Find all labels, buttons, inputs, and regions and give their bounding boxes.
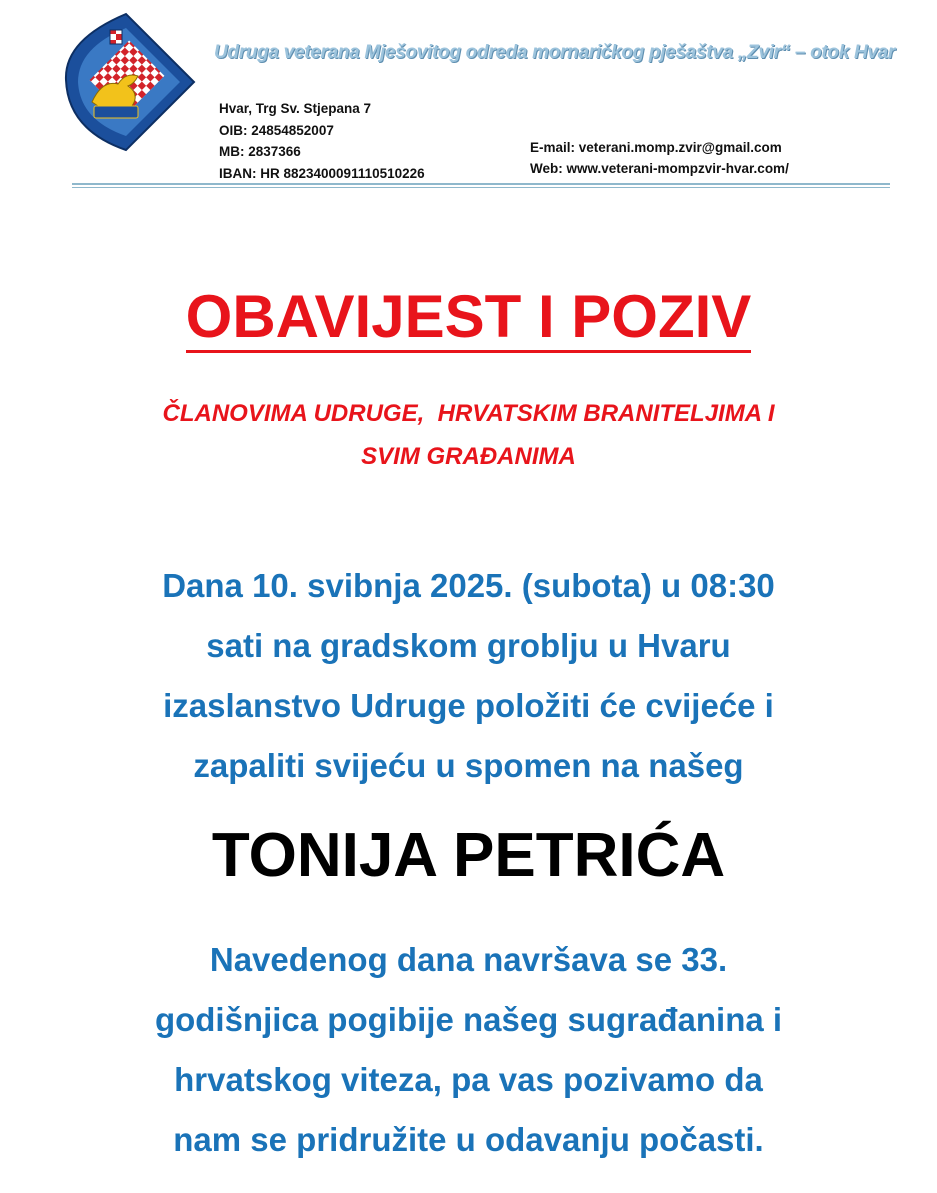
header-divider <box>72 183 890 185</box>
address-line: Hvar, Trg Sv. Stjepana 7 <box>219 101 372 116</box>
header-divider-thin <box>72 187 890 188</box>
iban-line: IBAN: HR 8823400091110510226 <box>219 165 425 181</box>
web-line: Web: www.veterani-mompzvir-hvar.com/ <box>530 161 789 176</box>
announcement-paragraph <box>0 556 937 796</box>
paragraph-line: sati na gradskom groblju u Hvaru <box>206 627 731 664</box>
paragraph-line: godišnjica pogibije našeg sugrađanina i <box>154 1001 783 1038</box>
email-line: E-mail: veterani.momp.zvir@gmail.com <box>530 140 782 155</box>
honoree-name: TONIJA PETRIĆA <box>211 821 726 890</box>
paragraph-line: zapaliti svijeću u spomen na našeg <box>193 747 744 784</box>
subtitle-line: ČLANOVIMA UDRUGE, HRVATSKIM BRANITELJIMA I <box>162 400 775 427</box>
contact-block <box>530 137 789 179</box>
paragraph-line: nam se pridružite u odavanju počasti. <box>173 1121 764 1158</box>
oib-line: OIB: 24854852007 <box>219 122 334 138</box>
invitation-paragraph <box>0 930 937 1170</box>
paragraph-line: izaslanstvo Udruge položiti će cvijeće i <box>163 687 774 724</box>
subtitle-line: SVIM GRAĐANIMA <box>361 443 576 470</box>
address-block <box>219 98 425 184</box>
organization-name: Udruga veterana Mješovitog odreda mornaričkog pješaštva „Zvir“ – otok Hvar <box>214 42 896 63</box>
zvir-emblem-icon <box>56 10 198 152</box>
paragraph-line: hrvatskog viteza, pa vas pozivamo da <box>174 1061 763 1098</box>
notice-title <box>0 282 937 352</box>
paragraph-line: Dana 10. svibnja 2025. (subota) u 08:30 <box>162 567 775 604</box>
mb-line: MB: 2837366 <box>219 144 301 159</box>
notice-title-text: OBAVIJEST I POZIV <box>186 283 752 353</box>
notice-subtitle <box>0 392 937 478</box>
paragraph-line: Navedenog dana navršava se 33. <box>209 941 728 978</box>
